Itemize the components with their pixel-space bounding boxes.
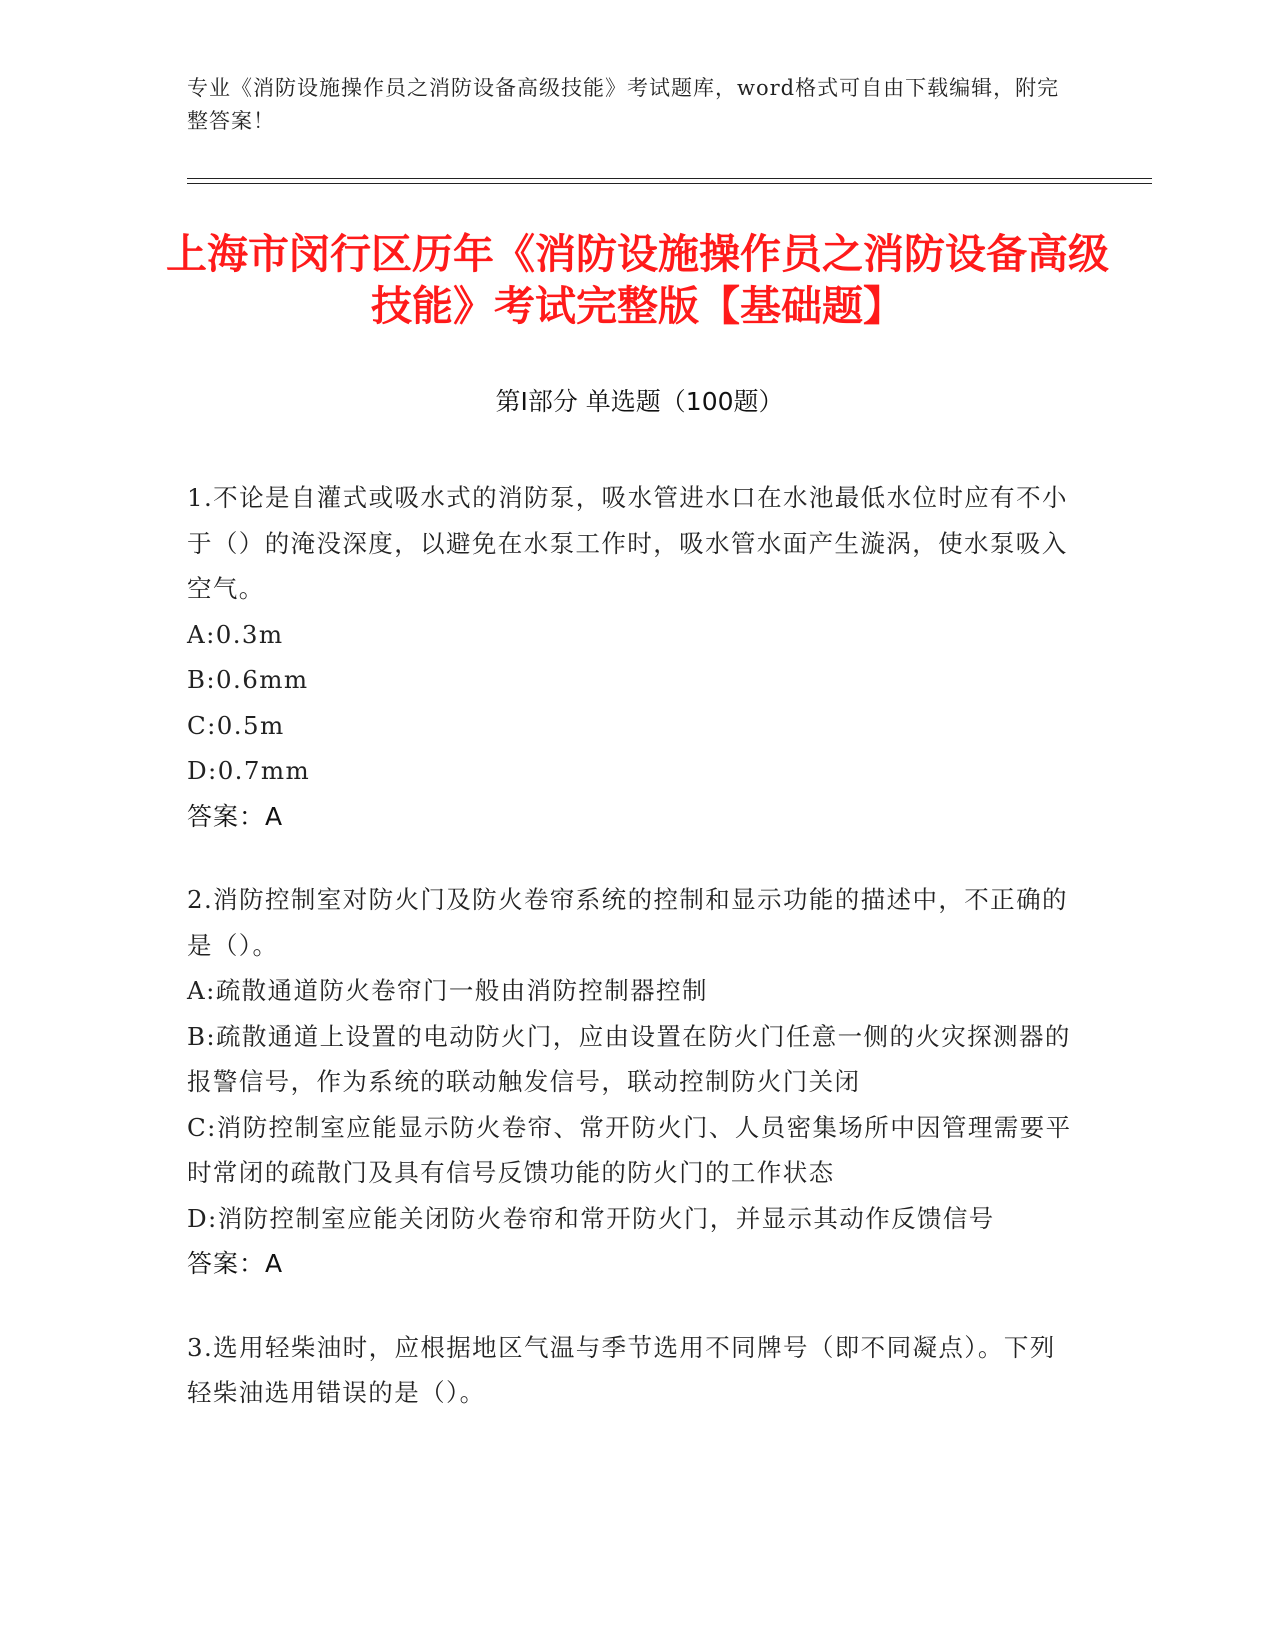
document-title: 上海市闵行区历年《消防设施操作员之消防设备高级技能》考试完整版【基础题】 bbox=[166, 230, 1109, 330]
option-a: A:疏散通道防火卷帘门一般由消防控制器控制 bbox=[187, 976, 708, 1005]
question-1 bbox=[187, 475, 1077, 839]
answer: 答案：A bbox=[187, 1249, 284, 1278]
option-a: A:0.3m bbox=[187, 619, 284, 649]
option-b: B:疏散通道上设置的电动防火门，应由设置在防火门任意一侧的火灾探测器的报警信号，作为系统的联动触发信号，联动控制防火门关闭 bbox=[187, 1021, 1071, 1096]
header-divider-bottom bbox=[187, 183, 1152, 184]
header-divider-top bbox=[187, 178, 1152, 179]
option-d: D:消防控制室应能关闭防火卷帘和常开防火门，并显示其动作反馈信号 bbox=[187, 1203, 995, 1233]
section-title: 第Ⅰ部分 单选题（100题） bbox=[495, 387, 784, 416]
option-c: C:消防控制室应能显示防火卷帘、常开防火门、人员密集场所中因管理需要平时常闭的疏散门及具有信号反馈功能的防火门的工作状态 bbox=[187, 1112, 1072, 1187]
option-b: B:0.6mm bbox=[187, 665, 309, 694]
option-c: C:0.5m bbox=[187, 710, 285, 740]
question-stem: 3.选用轻柴油时，应根据地区气温与季节选用不同牌号（即不同凝点）。下列轻柴油选用错误的是（）。 bbox=[187, 1332, 1056, 1407]
question-stem: 1.不论是自灌式或吸水式的消防泵，吸水管进水口在水池最低水位时应有不小于（）的淹没深度，以避免在水泵工作时，吸水管水面产生漩涡，使水泵吸入空气。 bbox=[187, 483, 1068, 603]
answer: 答案：A bbox=[187, 801, 284, 831]
question-stem: 2.消防控制室对防火门及防火卷帘系统的控制和显示功能的描述中，不正确的是（）。 bbox=[187, 885, 1068, 960]
question-2 bbox=[187, 877, 1077, 1287]
question-3 bbox=[187, 1325, 1077, 1416]
header-note: 专业《消防设施操作员之消防设备高级技能》考试题库，word格式可自由下载编辑，附完整答案！ bbox=[187, 76, 1060, 133]
option-d: D:0.7mm bbox=[187, 756, 311, 785]
question-list bbox=[187, 475, 1077, 1454]
